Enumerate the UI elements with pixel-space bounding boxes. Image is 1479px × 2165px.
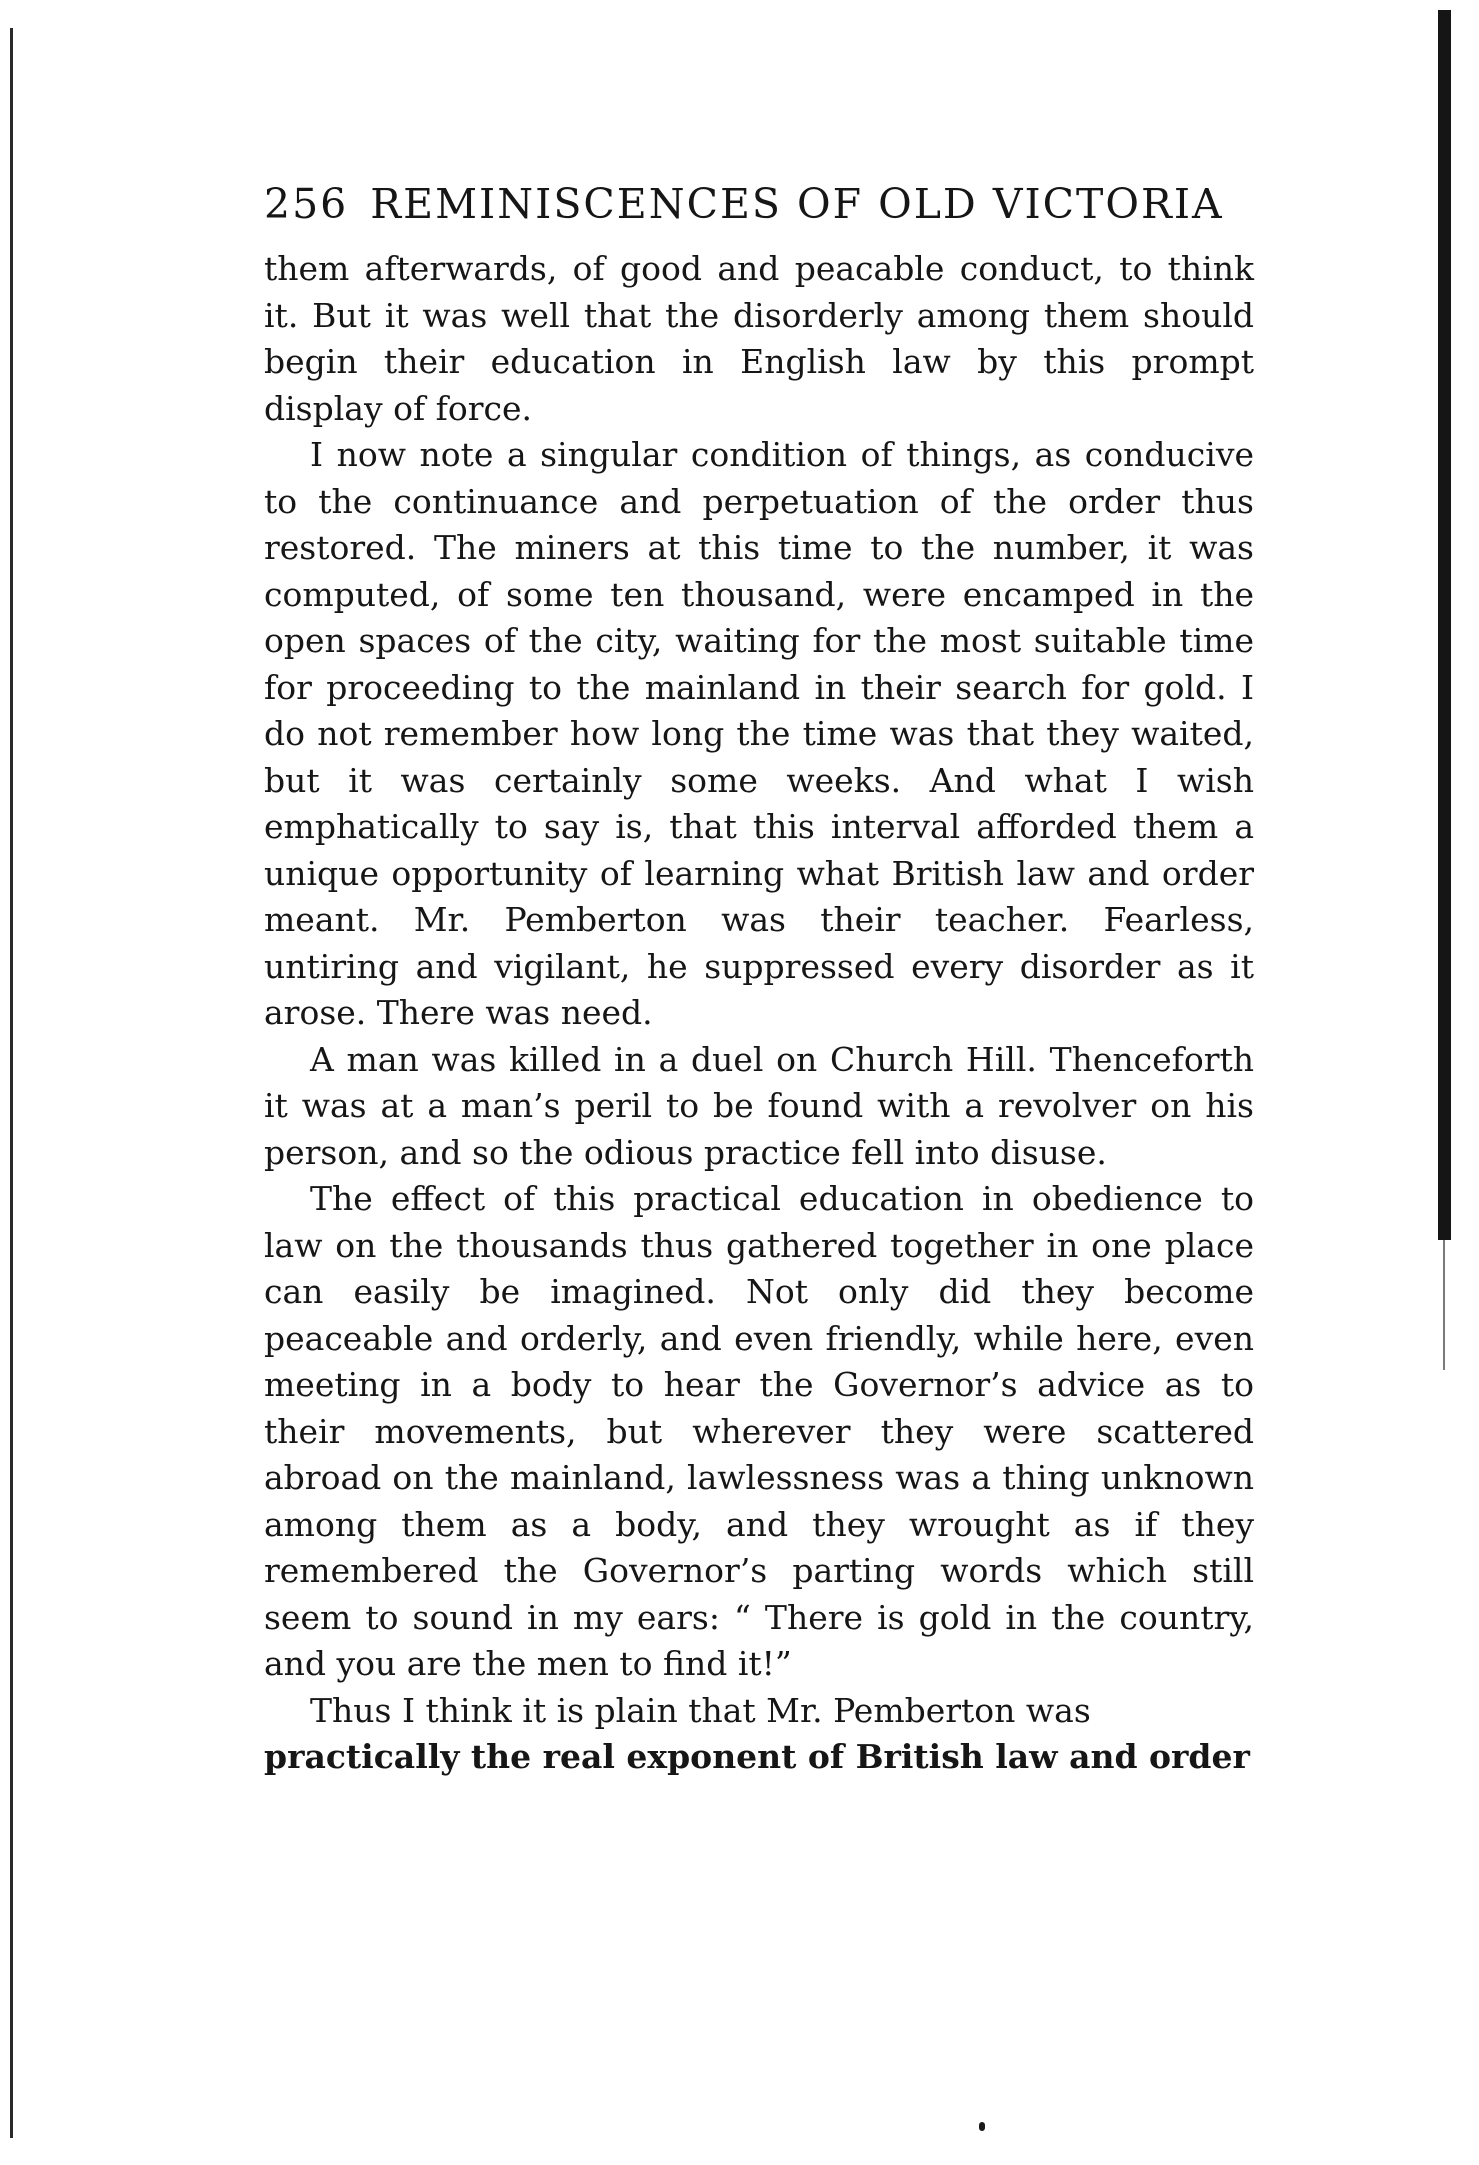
body-text [264,246,1254,1781]
scan-speck [979,2122,985,2131]
scan-right-edge [1438,10,1451,1240]
page-number: 256 [264,180,349,228]
paragraph: A man was killed in a duel on Church Hill. Thenceforth it was at a man’s peril to be found with a revolver on his person, and so the odious practice fell into disuse. [264,1039,1254,1172]
book-page [264,172,1264,1781]
scan-right-edge-shadow [1443,1240,1445,1370]
paragraph: I now note a singular condition of things, as conducive to the continuance and perpetuation of the order thus restored. The miners at this time to the number, it was computed, of some ten thousand, were encamped in the open spaces of the city, waiting for the most suitable time for proceeding to the mainland in their search for gold. I do not remember how long the time was that they waited, but it was certainly some weeks. And what I wish emphatically to say is, that this interval afforded them a unique opportunity of learning what British law and order meant. Mr. Pemberton was their teacher. Fearless, untiring and vigilant, he suppressed every disorder as it arose. There was need. [264,435,1254,1032]
running-head [264,172,1264,236]
running-title: REMINISCENCES OF OLD VICTORIA [370,180,1224,228]
paragraph: Thus I think it is plain that Mr. Pemberton was [310,1690,1091,1730]
paragraph: The effect of this practical education in obedience to law on the thousands thus gathered together in one place can easily be imagined. Not only did they become peaceable and orderly, and even friendly, while here, even meeting in a body to hear the Governor’s advice as to their movements, but wherever they were scattered abroad on the mainland, lawlessness was a thing unknown among them as a body, and they wrought as if they remembered the Governor’s parting words which still seem to sound in my ears: “ There is gold in the country, and you are the men to find it!” [264,1179,1254,1683]
paragraph-continued: them afterwards, of good and peacable conduct, to think it. But it was well that the disorderly among them should begin their education in English law by this prompt display of force. [264,249,1254,428]
scan-left-edge [10,28,13,2138]
paragraph-last-line: practically the real exponent of British law and order [264,1737,1250,1776]
